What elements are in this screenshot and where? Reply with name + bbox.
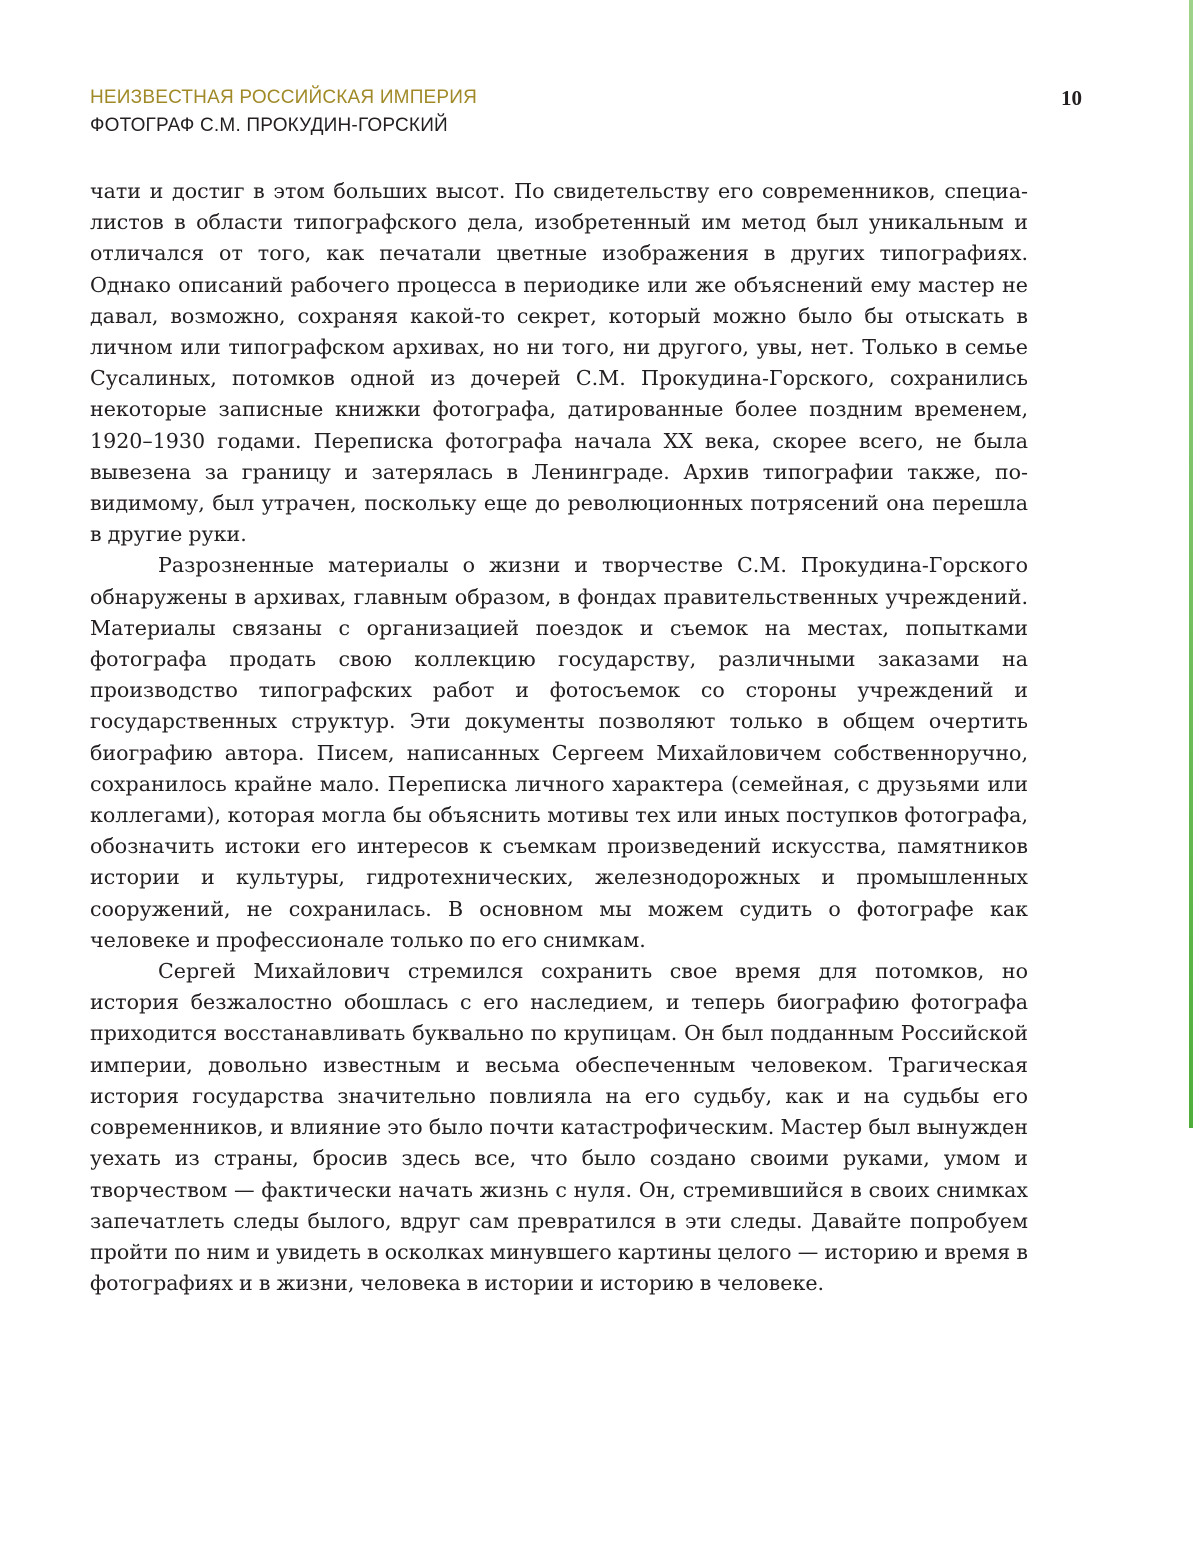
book-title: НЕИЗВЕСТНАЯ РОССИЙСКАЯ ИМПЕРИЯ bbox=[90, 87, 478, 108]
page-edge-stripe bbox=[1189, 0, 1193, 1128]
paragraph-3: Сергей Михайлович стремился сохранить свое время для потомков, но история безжалостно обошлась с его наследием, и теперь биографию фотографа приходится восстанавливать буквально по крупицам. Он был подданным Российской империи, довольно известным и весьма обеспеченным человеком. Трагическая история государства значительно повлияла на его судьбу, как и на судьбы его современников, и влияние это было почти катастрофическим. Мастер был вынужден уехать из страны, бросив здесь все, что было создано своими руками, умом и творчеством — фактически начать жизнь с нуля. Он, стремившийся в своих снимках запечатлеть следы былого, вдруг сам превратился в эти следы. Давайте попробуем пройти по ним и увидеть в осколках минувшего картины целого — историю и время в фотографиях и в жизни, человека в истории и историю в человеке. bbox=[90, 959, 1028, 1296]
body-text bbox=[90, 176, 1028, 1299]
running-header bbox=[90, 86, 890, 138]
paragraph-1: чати и достиг в этом больших высот. По свидетельству его современников, специалистов в области типографского дела, изобретенный им метод был уникальным и отличался от того, как печатали цветные изображения в других типографиях. Однако описаний рабочего процесса в периодике или же объяснений ему мастер не давал, возможно, сохраняя какой-то секрет, который можно было бы отыскать в личном или типографском архивах, но ни того, ни другого, увы, нет. Только в семье Сусалиных, потомков одной из дочерей С.М. Прокудина-Горского, сохранились некоторые записные книжки фотографа, датированные более поздним временем, 1920–1930 годами. Переписка фотографа начала XX века, скорее всего, не была вывезена за границу и затерялась в Ленинграде. Архив типографии также, по-видимому, был утрачен, поскольку еще до революционных потрясений она перешла в другие руки. bbox=[90, 179, 1028, 547]
page-number: 10 bbox=[1061, 86, 1082, 110]
chapter-title: ФОТОГРАФ С.М. ПРОКУДИН-ГОРСКИЙ bbox=[90, 115, 448, 136]
paragraph-2: Разрозненные материалы о жизни и творчестве С.М. Прокудина-Горского обнаружены в архивах, главным образом, в фондах правительственных учреждений. Материалы связаны с организацией поездок и съемок на местах, попытками фотографа продать свою коллекцию государству, различными заказами на производство типографских работ и фотосъемок со стороны учреждений и государственных структур. Эти документы позволяют только в общем очертить биографию автора. Писем, написанных Сергеем Михайловичем собственноручно, сохранилось крайне мало. Переписка личного характера (семейная, с друзьями или коллегами), которая могла бы объяснить мотивы тех или иных поступков фотографа, обозначить истоки его интересов к съемкам произведений искусства, памятников истории и культуры, гидротехнических, железнодорожных и промышленных сооружений, не сохранилась. В основном мы можем судить о фотографе как человеке и профессионале только по его снимкам. bbox=[90, 553, 1028, 952]
